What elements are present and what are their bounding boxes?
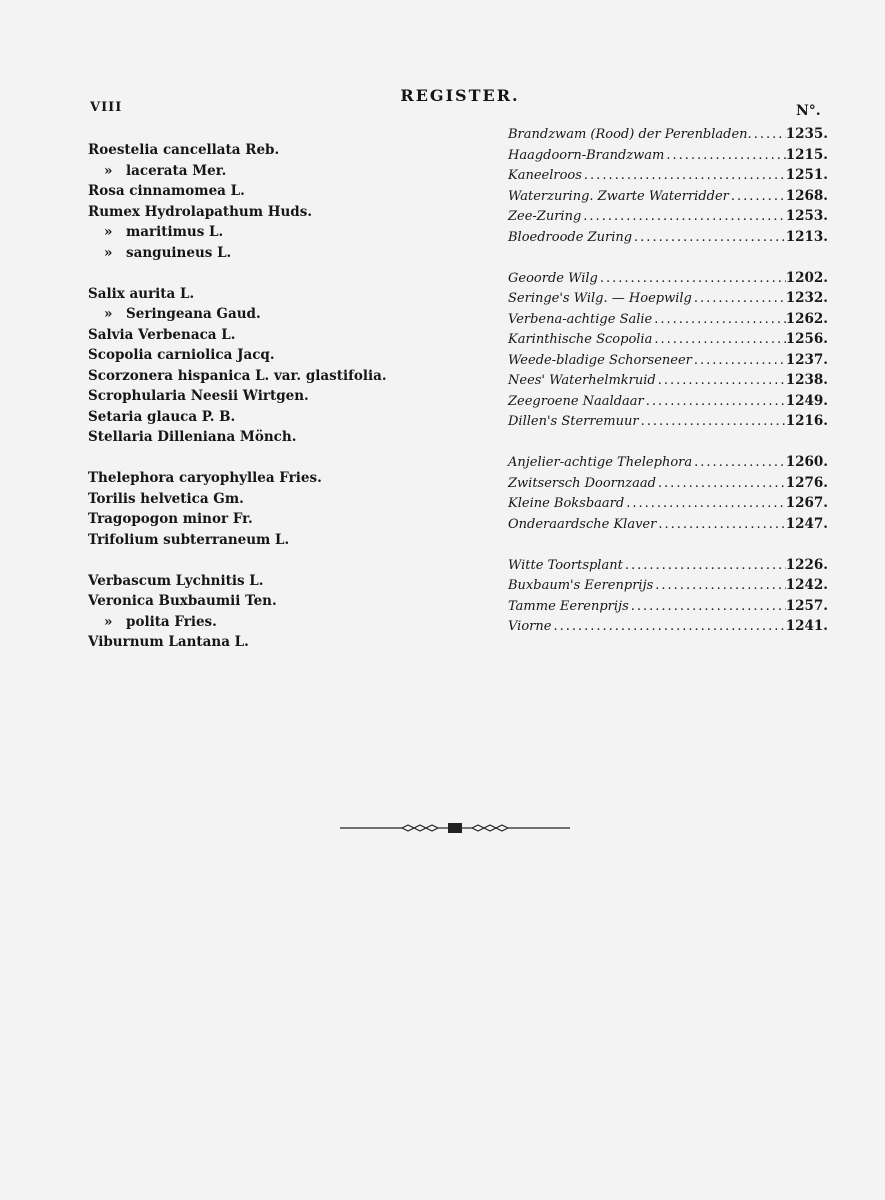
latin-name-text: sanguineus L. xyxy=(126,244,232,261)
page-title: REGISTER. xyxy=(400,86,520,105)
latin-name-text: Verbascum Lychnitis L. xyxy=(88,572,264,589)
dutch-name-text: Waterzuring. Zwarte Waterridder xyxy=(508,188,729,204)
dutch-name-text: Weede-bladige Schorseneer xyxy=(508,352,692,368)
dot-leader xyxy=(551,617,785,638)
dot-leader xyxy=(656,515,785,536)
dutch-name-text: Kleine Boksbaard xyxy=(508,496,625,511)
latin-name-text: Veronica Buxbaumii Ten. xyxy=(88,593,277,609)
dutch-name-text: Kaneelroos xyxy=(508,168,582,183)
dot-leader xyxy=(752,125,786,146)
entry-number: 1247. xyxy=(785,515,828,532)
decorative-rule-ornament xyxy=(340,818,570,838)
entry-number: 1241. xyxy=(785,618,828,634)
ditto-mark: » xyxy=(104,244,113,261)
entry-number: 1268. xyxy=(785,187,828,204)
dot-leader xyxy=(644,392,786,413)
dot-leader xyxy=(582,166,786,187)
latin-name-text: Viburnum Lantana L. xyxy=(88,634,249,650)
latin-name-text: Rumex Hydrolapathum Huds. xyxy=(88,203,313,220)
latin-name-entry xyxy=(88,366,418,387)
latin-name-text: Salix aurita L. xyxy=(88,285,195,302)
latin-name-entry xyxy=(88,386,418,407)
group-spacer xyxy=(508,432,828,453)
dutch-name-text: Karinthische Scopolia xyxy=(508,332,653,347)
dutch-name-entry xyxy=(508,309,828,330)
latin-name-entry xyxy=(88,222,418,243)
entry-number: 1238. xyxy=(785,372,828,388)
dutch-name-entry xyxy=(508,288,828,309)
latin-name-entry xyxy=(88,509,418,530)
latin-name-text: lacerata Mer. xyxy=(126,162,227,179)
dutch-name-entry xyxy=(508,616,828,637)
entry-number: 1249. xyxy=(785,392,828,409)
entry-number: 1237. xyxy=(785,351,828,368)
latin-name-text: Scopolia carniolica Jacq. xyxy=(88,347,275,363)
dutch-name-text: Witte Toortsplant xyxy=(508,557,623,573)
ditto-mark: » xyxy=(104,224,113,240)
ditto-mark: » xyxy=(104,306,113,322)
latin-name-text: Seringeana Gaud. xyxy=(126,306,261,322)
latin-name-text: Roestelia cancellata Reb. xyxy=(88,142,280,158)
latin-name-text: Salvia Verbenaca L. xyxy=(88,326,236,343)
number-column-heading: N°. xyxy=(796,103,821,119)
entry-number: 1226. xyxy=(785,556,828,573)
entry-number: 1215. xyxy=(785,146,828,163)
entry-number: 1276. xyxy=(785,474,828,491)
latin-name-entry xyxy=(88,161,418,182)
entry-number: 1235. xyxy=(785,126,828,142)
latin-name-entry xyxy=(88,304,418,325)
dutch-name-text: Nees' Waterhelmkruid xyxy=(508,373,656,388)
dot-leader xyxy=(692,453,786,474)
dot-leader xyxy=(623,556,786,577)
dutch-name-entry xyxy=(508,124,828,145)
entry-number: 1267. xyxy=(785,495,828,511)
latin-name-text: Thelephora caryophyllea Fries. xyxy=(88,470,322,486)
latin-name-entry xyxy=(88,243,418,264)
dot-leader xyxy=(664,146,785,167)
dot-leader xyxy=(652,330,785,351)
latin-name-text: Stellaria Dilleniana Mönch. xyxy=(88,429,297,445)
group-spacer xyxy=(88,263,418,284)
latin-name-entry xyxy=(88,181,418,202)
latin-name-entry xyxy=(88,284,418,305)
latin-name-entry xyxy=(88,530,418,551)
latin-name-text: maritimus L. xyxy=(126,224,224,240)
entry-number: 1260. xyxy=(785,454,828,470)
latin-name-text: Scrophularia Neesii Wirtgen. xyxy=(88,388,309,404)
latin-name-entry xyxy=(88,468,418,489)
dutch-name-entry xyxy=(508,145,828,166)
page-number: VIII xyxy=(90,100,123,115)
dutch-name-entry xyxy=(508,473,828,494)
entry-number: 1253. xyxy=(785,208,828,224)
ditto-mark: » xyxy=(104,162,113,179)
dot-leader xyxy=(656,474,786,495)
latin-names-column xyxy=(88,140,418,653)
group-spacer xyxy=(88,550,418,571)
entry-number: 1251. xyxy=(785,167,828,183)
latin-name-text: Rosa cinnamomea L. xyxy=(88,183,245,199)
entry-number: 1216. xyxy=(785,413,828,429)
dutch-name-text: Anjelier-achtige Thelephora xyxy=(508,455,693,470)
dutch-name-entry xyxy=(508,206,828,227)
dutch-name-entry xyxy=(508,575,828,596)
dutch-name-text: Dillen's Sterremuur xyxy=(508,414,639,429)
dutch-name-text: Zeegroene Naaldaar xyxy=(508,393,644,409)
dutch-name-text: Zee-Zuring xyxy=(508,209,582,224)
dot-leader xyxy=(656,371,786,392)
entry-number: 1213. xyxy=(785,228,828,245)
dutch-name-entry xyxy=(508,596,828,617)
latin-name-entry xyxy=(88,202,418,223)
entry-number: 1262. xyxy=(785,310,828,327)
latin-name-text: polita Fries. xyxy=(126,613,217,630)
dutch-name-entry xyxy=(508,227,828,248)
dot-leader xyxy=(624,494,786,515)
latin-name-entry xyxy=(88,427,418,448)
group-spacer xyxy=(508,534,828,555)
dutch-name-entry xyxy=(508,493,828,514)
dot-leader xyxy=(692,351,786,372)
group-spacer xyxy=(88,448,418,469)
latin-name-entry xyxy=(88,632,418,653)
dutch-name-entry xyxy=(508,186,828,207)
dutch-name-text: Bloedroode Zuring xyxy=(508,229,633,245)
dot-leader xyxy=(639,412,786,433)
dutch-name-text: Tamme Eerenprijs xyxy=(508,598,629,614)
dutch-name-entry xyxy=(508,370,828,391)
dot-leader xyxy=(692,289,786,310)
dutch-name-entry xyxy=(508,165,828,186)
dutch-name-text: Seringe's Wilg. — Hoepwilg xyxy=(508,291,692,306)
dutch-name-text: Geoorde Wilg xyxy=(508,270,598,286)
dot-leader xyxy=(632,228,786,249)
entry-number: 1202. xyxy=(785,269,828,286)
entry-number: 1256. xyxy=(785,331,828,347)
dutch-name-entry xyxy=(508,411,828,432)
dot-leader xyxy=(598,269,786,290)
dutch-name-entry xyxy=(508,350,828,371)
latin-name-entry xyxy=(88,571,418,592)
dutch-name-text: Verbena-achtige Salie xyxy=(508,311,653,327)
dot-leader xyxy=(629,597,786,618)
latin-name-entry xyxy=(88,325,418,346)
latin-name-text: Setaria glauca P. B. xyxy=(88,408,236,425)
dutch-name-text: Buxbaum's Eerenprijs xyxy=(508,578,654,593)
dutch-name-text: Zwitsersch Doornzaad xyxy=(508,475,656,491)
dutch-name-text: Viorne xyxy=(508,619,552,634)
entry-number: 1232. xyxy=(785,290,828,306)
latin-name-entry xyxy=(88,345,418,366)
dutch-name-entry xyxy=(508,555,828,576)
dutch-names-column xyxy=(508,124,828,637)
latin-name-entry xyxy=(88,612,418,633)
dutch-name-entry xyxy=(508,329,828,350)
dot-leader xyxy=(729,187,786,208)
dutch-name-entry xyxy=(508,514,828,535)
dot-leader xyxy=(653,576,785,597)
latin-name-entry xyxy=(88,489,418,510)
latin-name-entry xyxy=(88,407,418,428)
latin-name-text: Tragopogon minor Fr. xyxy=(88,511,253,527)
latin-name-text: Trifolium subterraneum L. xyxy=(88,531,290,548)
dot-leader xyxy=(652,310,785,331)
latin-name-entry xyxy=(88,140,418,161)
dutch-name-entry xyxy=(508,452,828,473)
dutch-name-entry xyxy=(508,268,828,289)
dutch-name-entry xyxy=(508,391,828,412)
dutch-name-text: Onderaardsche Klaver xyxy=(508,516,657,532)
entry-number: 1257. xyxy=(785,597,828,614)
dutch-name-text: Brandzwam (Rood) der Perenbladen. xyxy=(508,127,752,142)
entry-number: 1242. xyxy=(785,577,828,593)
latin-name-entry xyxy=(88,591,418,612)
ditto-mark: » xyxy=(104,613,113,630)
dot-leader xyxy=(581,207,785,228)
latin-name-text: Torilis helvetica Gm. xyxy=(88,490,244,507)
latin-name-text: Scorzonera hispanica L. var. glastifolia. xyxy=(88,367,387,384)
group-spacer xyxy=(508,247,828,268)
dutch-name-text: Haagdoorn-Brandzwam xyxy=(508,147,665,163)
